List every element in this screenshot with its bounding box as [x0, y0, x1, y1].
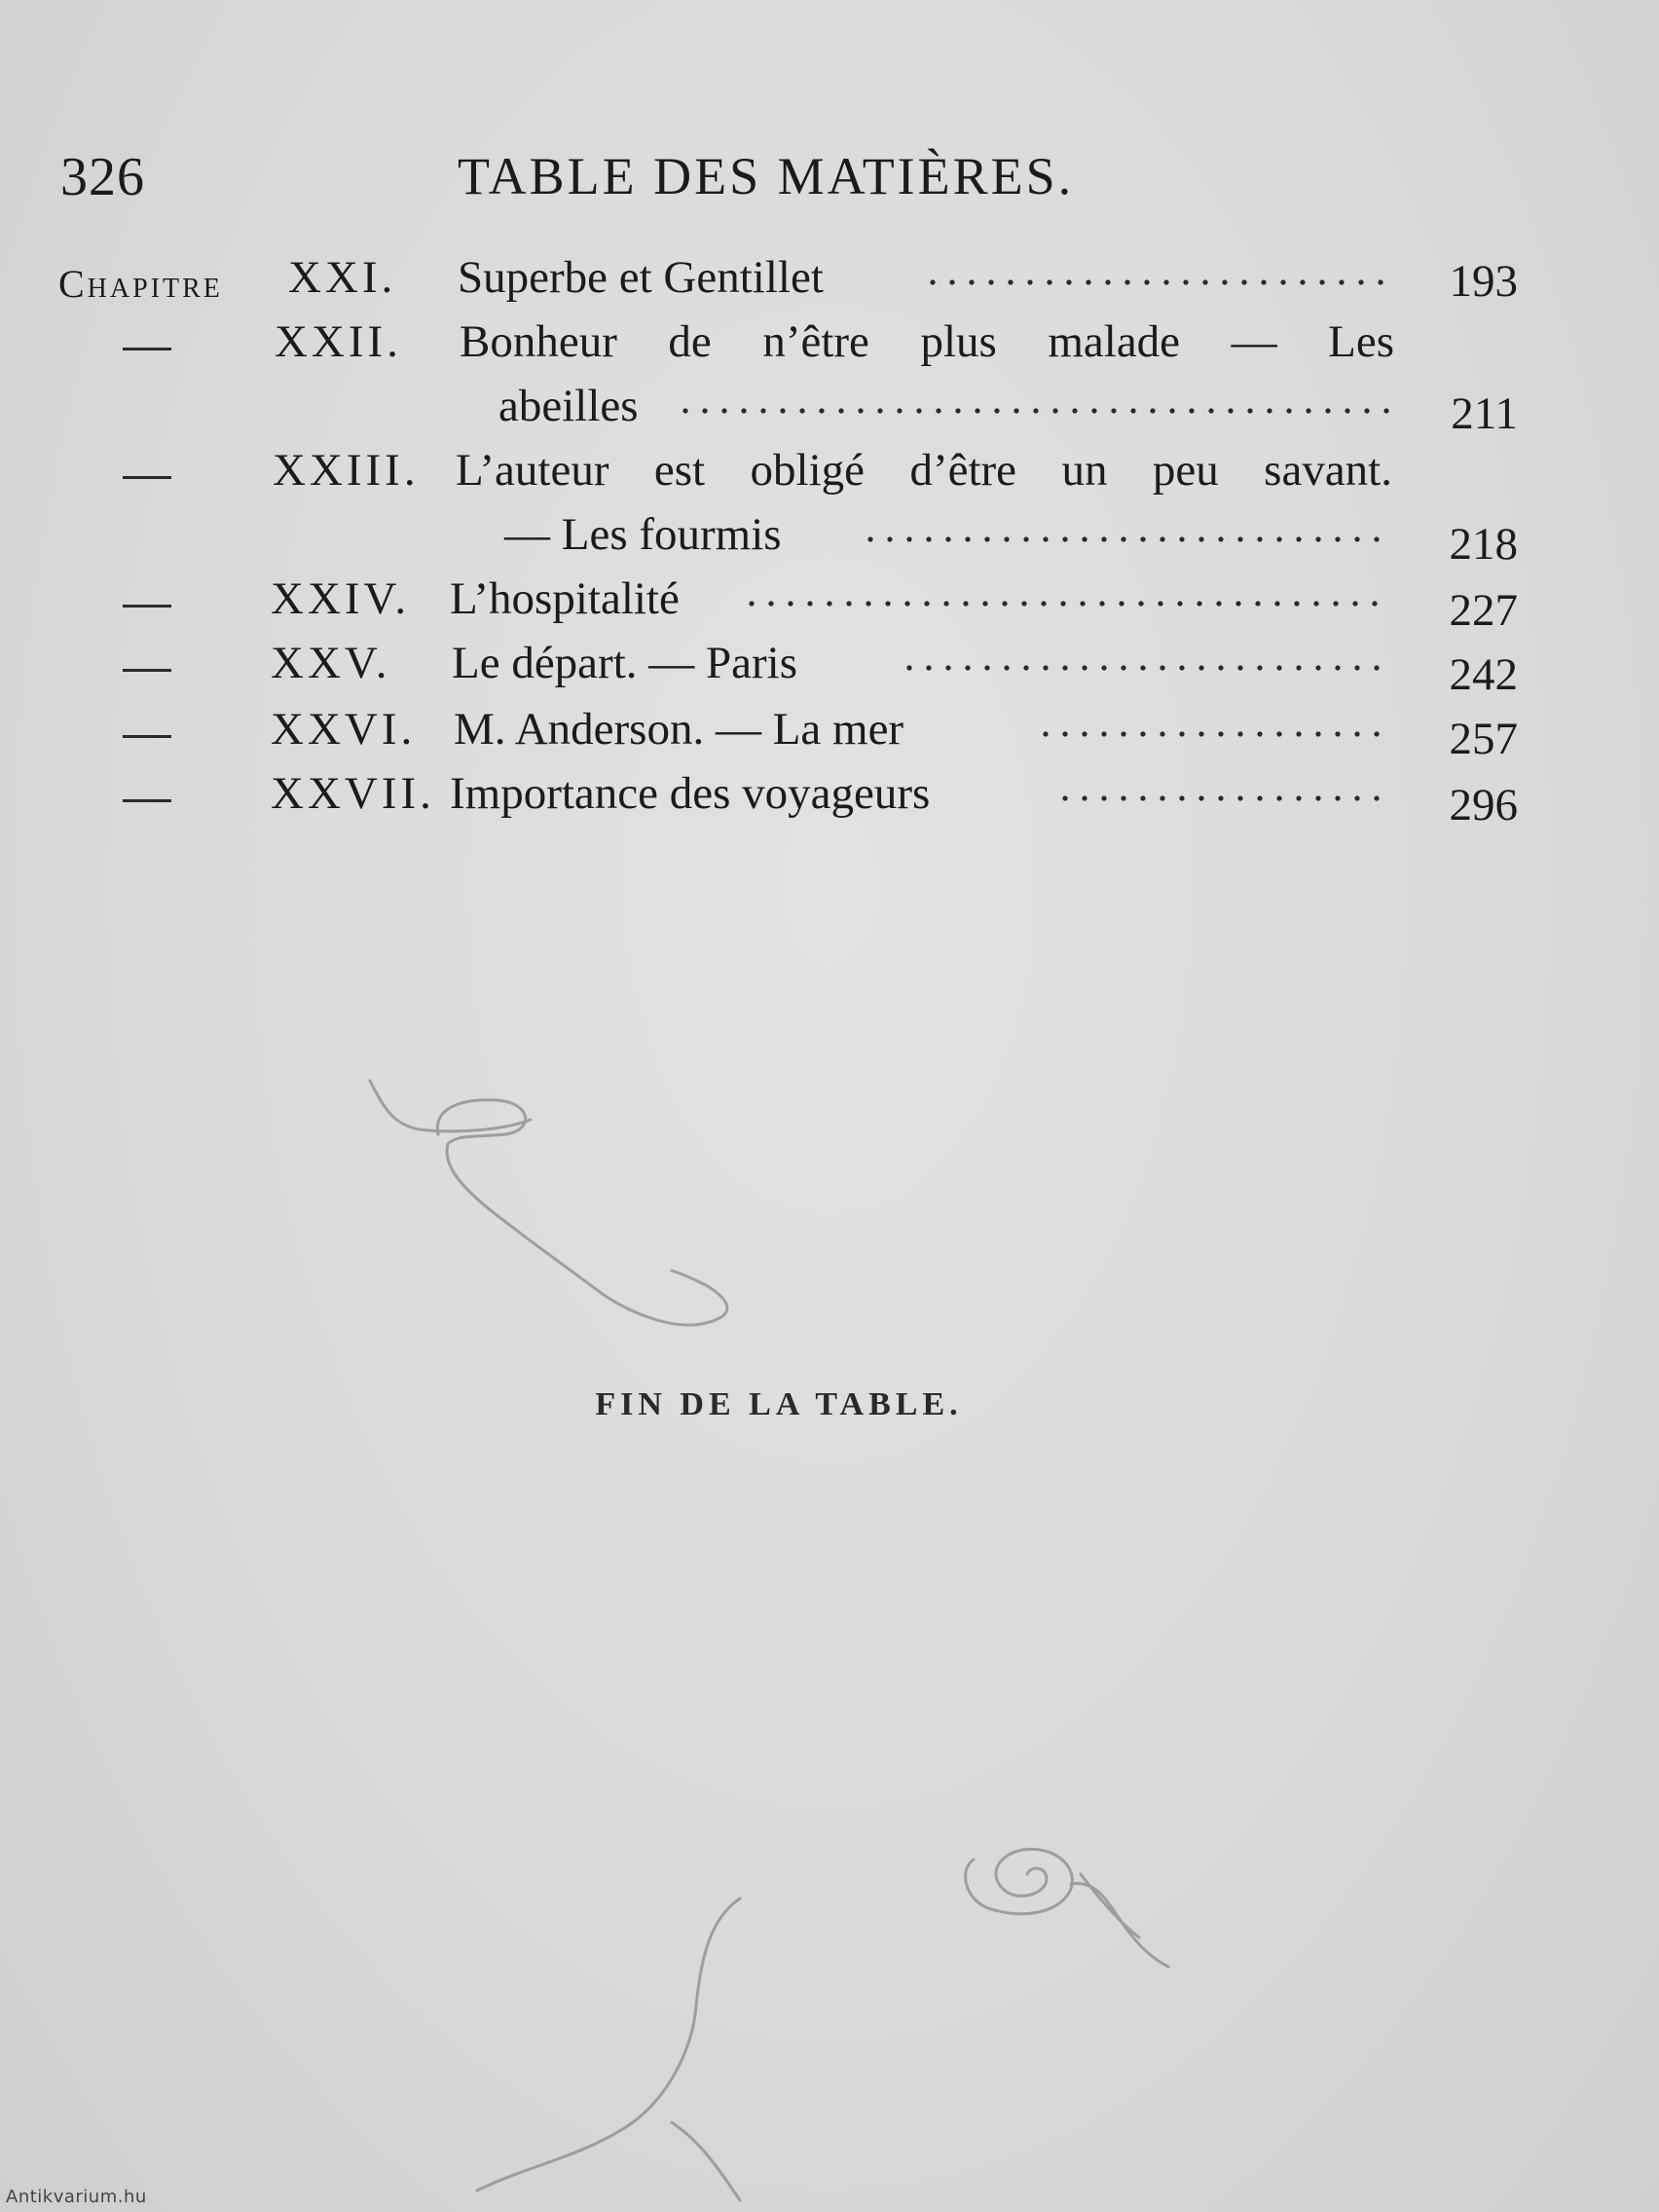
chapter-numeral: XXVI.: [271, 704, 417, 755]
running-head: TABLE DES MATIÈRES.: [458, 147, 1075, 205]
page-reference: 211: [1451, 388, 1518, 439]
chapter-title-continuation: — Les fourmis: [504, 509, 782, 560]
chapter-title: L’auteur est obligé d’être un peu savant.: [456, 445, 1392, 496]
pencil-stroke: [1071, 1883, 1168, 1967]
pencil-stroke: [437, 1100, 727, 1325]
chapter-numeral: XXVII.: [271, 768, 435, 819]
page-reference: 227: [1449, 585, 1518, 636]
chapter-numeral: XXIII.: [273, 445, 420, 496]
pencil-stroke: [966, 1849, 1073, 1913]
page-reference: 193: [1449, 256, 1518, 307]
chapter-numeral: XXV.: [271, 638, 391, 688]
chapter-title: L’hospitalité: [450, 573, 680, 624]
page-reference: 242: [1449, 649, 1518, 700]
chapter-title: Superbe et Gentillet: [458, 252, 824, 303]
chapter-numeral: XXIV.: [271, 573, 411, 624]
chapter-label: Chapitre: [58, 262, 223, 306]
end-of-table-note: FIN DE LA TABLE.: [595, 1386, 963, 1422]
watermark: Antikvarium.hu: [6, 2187, 147, 2207]
pencil-stroke: [370, 1081, 531, 1131]
chapter-title-continuation: abeilles: [498, 381, 639, 431]
pencil-stroke: [672, 2122, 740, 2200]
page-reference: 218: [1449, 519, 1518, 570]
chapter-numeral: XXII.: [275, 316, 402, 367]
page-number: 326: [60, 147, 145, 207]
chapter-title: Le départ. — Paris: [452, 638, 798, 688]
page-reference: 257: [1449, 714, 1518, 764]
chapter-title: M. Anderson. — La mer: [454, 704, 904, 755]
chapter-title: Importance des voyageurs: [450, 768, 931, 819]
page-reference: 296: [1449, 780, 1518, 830]
chapter-title: Bonheur de n’être plus malade — Les: [460, 316, 1394, 367]
chapter-numeral: XXI.: [288, 252, 397, 303]
